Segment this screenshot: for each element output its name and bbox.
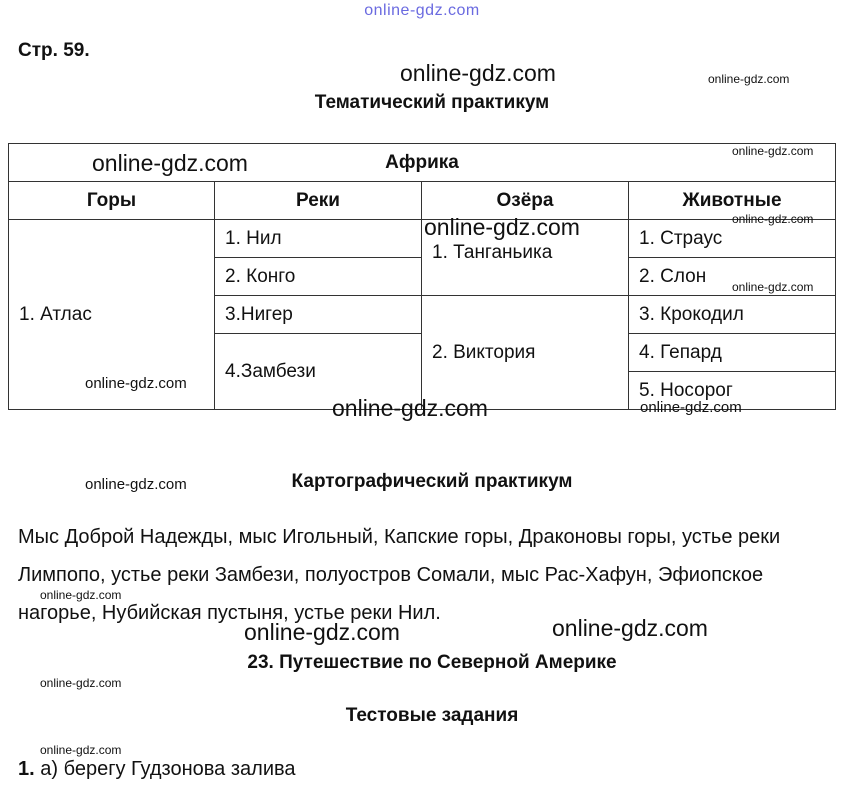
answer-text: а) берегу Гудзонова залива bbox=[40, 758, 296, 780]
lake-cell: 2. Виктория bbox=[422, 296, 629, 410]
animal-cell: 3. Крокодил bbox=[629, 296, 836, 334]
mountain-cell: 1. Атлас bbox=[9, 220, 215, 410]
watermark-text: online-gdz.com bbox=[640, 399, 742, 416]
watermark-text: online-gdz.com bbox=[40, 588, 122, 602]
tests-heading: Тестовые задания bbox=[345, 705, 519, 726]
watermark-text: online-gdz.com bbox=[400, 60, 556, 86]
watermark-text: online-gdz.com bbox=[40, 743, 122, 757]
answer-number: 1. bbox=[18, 758, 35, 780]
river-cell: 1. Нил bbox=[215, 220, 422, 258]
cartographic-text: Мыс Доброй Надежды, мыс Игольный, Капские горы, Драконовы горы, устье реки Лимпопо, устье реки Замбези, полуостров Сомали, мыс Рас-Хафун, Эфиопское нагорье, Нубийская пустыня, устье реки Нил. bbox=[18, 526, 781, 624]
lake-cell: 1. Танганьика bbox=[422, 220, 629, 296]
thematic-heading: Тематический практикум bbox=[314, 92, 550, 113]
river-cell: 3.Нигер bbox=[215, 296, 422, 334]
section-23-heading: 23. Путешествие по Северной Америке bbox=[247, 652, 617, 673]
animal-cell: 5. Носорог bbox=[629, 372, 836, 410]
animal-cell: 1. Страус bbox=[629, 220, 836, 258]
watermark-text: online-gdz.com bbox=[424, 214, 580, 240]
watermark-text: online-gdz.com bbox=[732, 212, 814, 226]
watermark-text: online-gdz.com bbox=[708, 72, 790, 86]
page-number: Стр. 59. bbox=[18, 40, 90, 61]
animal-cell: 2. Слон bbox=[629, 258, 836, 296]
river-cell: 4.Замбези bbox=[215, 334, 422, 410]
watermark-text: online-gdz.com bbox=[732, 280, 814, 294]
answer-1 bbox=[18, 758, 296, 781]
watermark-text: online-gdz.com bbox=[332, 395, 488, 421]
cartographic-heading: Картографический практикум bbox=[291, 471, 573, 492]
watermark-text: online-gdz.com bbox=[92, 150, 248, 176]
watermark-text: online-gdz.com bbox=[85, 375, 187, 392]
header-rivers: Реки bbox=[215, 182, 422, 220]
watermark-text: online-gdz.com bbox=[40, 676, 122, 690]
header-lakes: Озёра bbox=[422, 182, 629, 220]
animal-cell: 4. Гепард bbox=[629, 334, 836, 372]
watermark-text: online-gdz.com bbox=[244, 619, 400, 645]
africa-table bbox=[8, 143, 836, 410]
header-animals: Животные bbox=[629, 182, 836, 220]
watermark-text: online-gdz.com bbox=[85, 476, 187, 493]
header-mountains: Горы bbox=[9, 182, 215, 220]
watermark-text: online-gdz.com bbox=[732, 144, 814, 158]
table-title: Африка bbox=[9, 144, 836, 182]
top-watermark: online-gdz.com bbox=[364, 2, 480, 19]
river-cell: 2. Конго bbox=[215, 258, 422, 296]
watermark-text: online-gdz.com bbox=[552, 615, 708, 641]
